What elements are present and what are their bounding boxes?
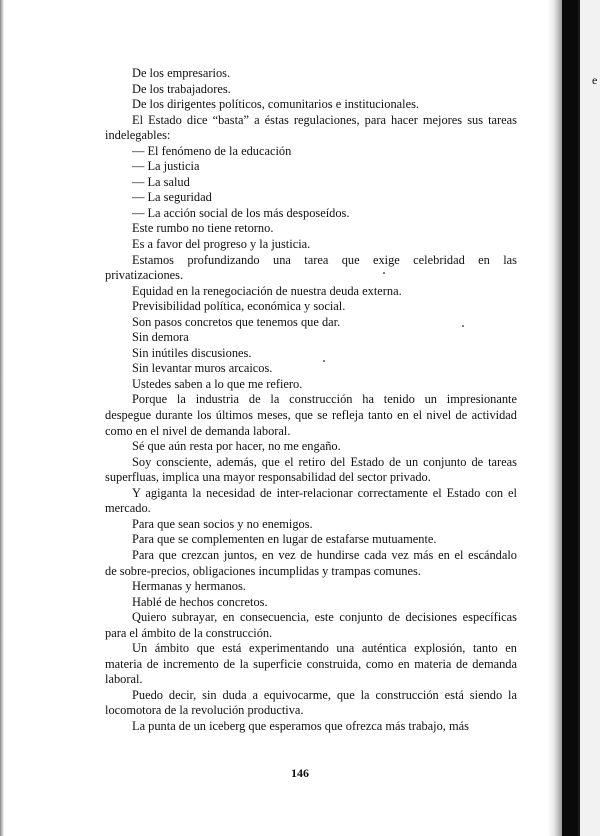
text-line: laboral. [105,672,143,687]
text-line: indelegables: [105,128,171,143]
facing-page-margin [578,0,600,836]
text-line: locomotora de la revolución productiva. [105,703,304,718]
text-line: Y agiganta la necesidad de inter-relacionar correctamente el Estado con el [132,485,517,500]
scan-left-edge [0,0,4,836]
text-line: Previsibilidad política, económica y social. [132,299,346,314]
text-line: Quiero subrayar, en consecuencia, este conjunto de decisiones específicas [132,610,517,625]
text-line: Porque la industria de la construcción ha tenido un impresionante [132,392,517,407]
scan-speck [323,360,325,362]
text-line: Este rumbo no tiene retorno. [132,221,274,236]
text-line: Equidad en la renegociación de nuestra deuda externa. [132,283,402,298]
scan-speck [383,272,385,274]
text-line: para el ámbito de la construcción. [105,625,273,640]
text-line: De los dirigentes políticos, comunitarios e institucionales. [132,97,419,112]
text-line: privatizaciones. [105,268,184,283]
text-line: Para que sean socios y no enemigos. [132,516,313,531]
facing-page-glyph: e [592,73,598,87]
text-line: Sé que aún resta por hacer, no me engaño. [132,439,341,454]
text-line: Sin demora [132,330,189,345]
text-line: Puedo decir, sin duda a equivocarme, que la construcción está siendo la [132,687,517,702]
text-line: Hablé de hechos concretos. [132,594,268,609]
text-line: como en el nivel de demanda laboral. [105,423,291,438]
text-line: materia de incremento de la superficie construida, como en materia de demanda [105,656,517,671]
text-line: — La justicia [132,159,200,174]
body-text [105,66,517,735]
text-line: Sin inútiles discusiones. [132,345,252,360]
text-line: El Estado dice “basta” a éstas regulaciones, para hacer mejores sus tareas [132,112,517,127]
text-line: despegue durante los últimos meses, que se refleja tanto en el nivel de actividad [105,408,517,423]
text-line: Son pasos concretos que tenemos que dar. [132,314,341,329]
text-line: Soy consciente, además, que el retiro del Estado de un conjunto de tareas [132,454,517,469]
page-edge-shadow [548,0,562,836]
page-number: 146 [291,766,309,780]
text-line: Es a favor del progreso y la justicia. [132,237,311,252]
text-line: Sin levantar muros arcaicos. [132,361,273,376]
text-line: superfluas, implica una mayor responsabilidad del sector privado. [105,470,431,485]
text-line: — La salud [132,174,190,189]
text-line: Hermanas y hermanos. [132,579,246,594]
text-line: mercado. [105,501,151,516]
text-line: Estamos profundizando una tarea que exige celebridad en las [132,252,517,267]
text-line: de sobre-precios, obligaciones incumplidas y trampas comunes. [105,563,421,578]
scan-speck [462,325,464,327]
text-line: Para que se complementen en lugar de estafarse mutuamente. [132,532,437,547]
text-line: De los empresarios. [132,66,231,80]
text-line: — El fenómeno de la educación [132,143,292,158]
text-line: Para que crezcan juntos, en vez de hundirse cada vez más en el escándalo [132,547,517,562]
text-line: Un ámbito que está experimentando una auténtica explosión, tanto en [132,641,517,656]
text-line: La punta de un iceberg que esperamos que ofrezca más trabajo, más [132,718,469,733]
text-line: Ustedes saben a lo que me refiero. [132,376,303,391]
text-line: — La acción social de los más desposeídos. [132,205,350,220]
text-line: — La seguridad [132,190,212,205]
text-line: De los trabajadores. [132,81,231,96]
